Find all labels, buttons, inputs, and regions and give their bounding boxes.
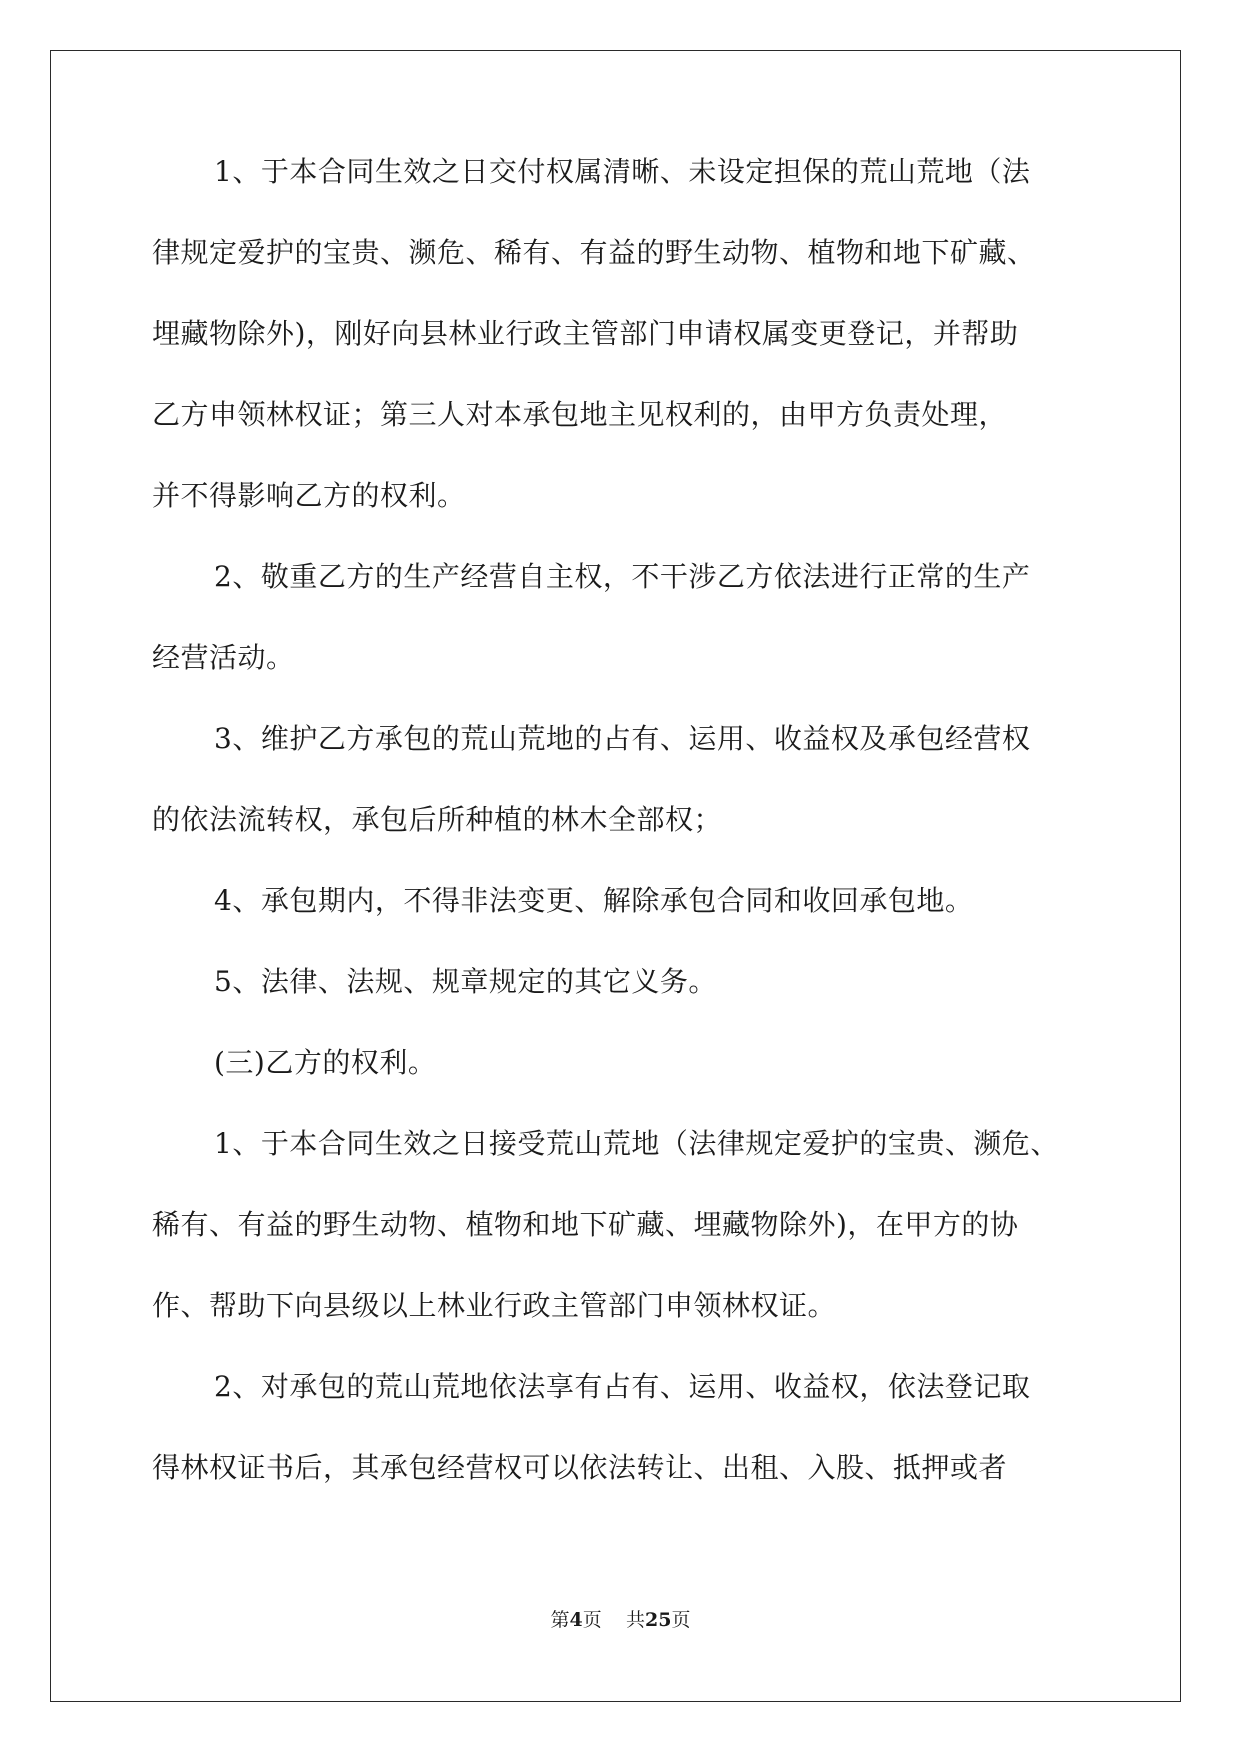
- paragraph-line: 1、于本合同生效之日交付权属清晰、未设定担保的荒山荒地（法: [214, 155, 1031, 188]
- section-heading: (三)乙方的权利。: [214, 1046, 437, 1079]
- paragraph-line: 的依法流转权，承包后所种植的林木全部权；: [152, 803, 723, 836]
- paragraph-line: 2、对承包的荒山荒地依法享有占有、运用、收益权，依法登记取: [214, 1370, 1031, 1403]
- total-suffix: 页: [671, 1609, 691, 1631]
- page-prefix: 第: [550, 1609, 570, 1631]
- total-prefix: 共: [625, 1609, 645, 1631]
- page-number: 4: [569, 1609, 583, 1631]
- page-footer: [0, 1609, 1241, 1631]
- paragraph-line: 作、帮助下向县级以上林业行政主管部门申领林权证。: [152, 1289, 837, 1322]
- paragraph-line: 1、于本合同生效之日接受荒山荒地（法律规定爱护的宝贵、濒危、: [214, 1127, 1059, 1160]
- paragraph-line: 经营活动。: [152, 641, 295, 674]
- paragraph-line: 4、承包期内，不得非法变更、解除承包合同和收回承包地。: [214, 884, 974, 917]
- paragraph-line: 2、敬重乙方的生产经营自主权，不干涉乙方依法进行正常的生产: [214, 560, 1031, 593]
- total-pages: 25: [644, 1609, 672, 1631]
- paragraph-line: 乙方申领林权证；第三人对本承包地主见权利的，由甲方负责处理，: [152, 398, 1008, 431]
- paragraph-line: 得林权证书后，其承包经营权可以依法转让、出租、入股、抵押或者: [152, 1451, 1008, 1484]
- paragraph-line: 稀有、有益的野生动物、植物和地下矿藏、埋藏物除外)，在甲方的协: [152, 1208, 1019, 1241]
- paragraph-line: 5、法律、法规、规章规定的其它义务。: [214, 965, 717, 998]
- paragraph-line: 埋藏物除外)，刚好向县林业行政主管部门申请权属变更登记，并帮助: [152, 317, 1019, 350]
- page-suffix: 页: [582, 1609, 602, 1631]
- paragraph-line: 并不得影响乙方的权利。: [152, 479, 466, 512]
- paragraph-line: 3、维护乙方承包的荒山荒地的占有、运用、收益权及承包经营权: [214, 722, 1031, 755]
- document-body: [152, 155, 1092, 1535]
- paragraph-line: 律规定爱护的宝贵、濒危、稀有、有益的野生动物、植物和地下矿藏、: [152, 236, 1036, 269]
